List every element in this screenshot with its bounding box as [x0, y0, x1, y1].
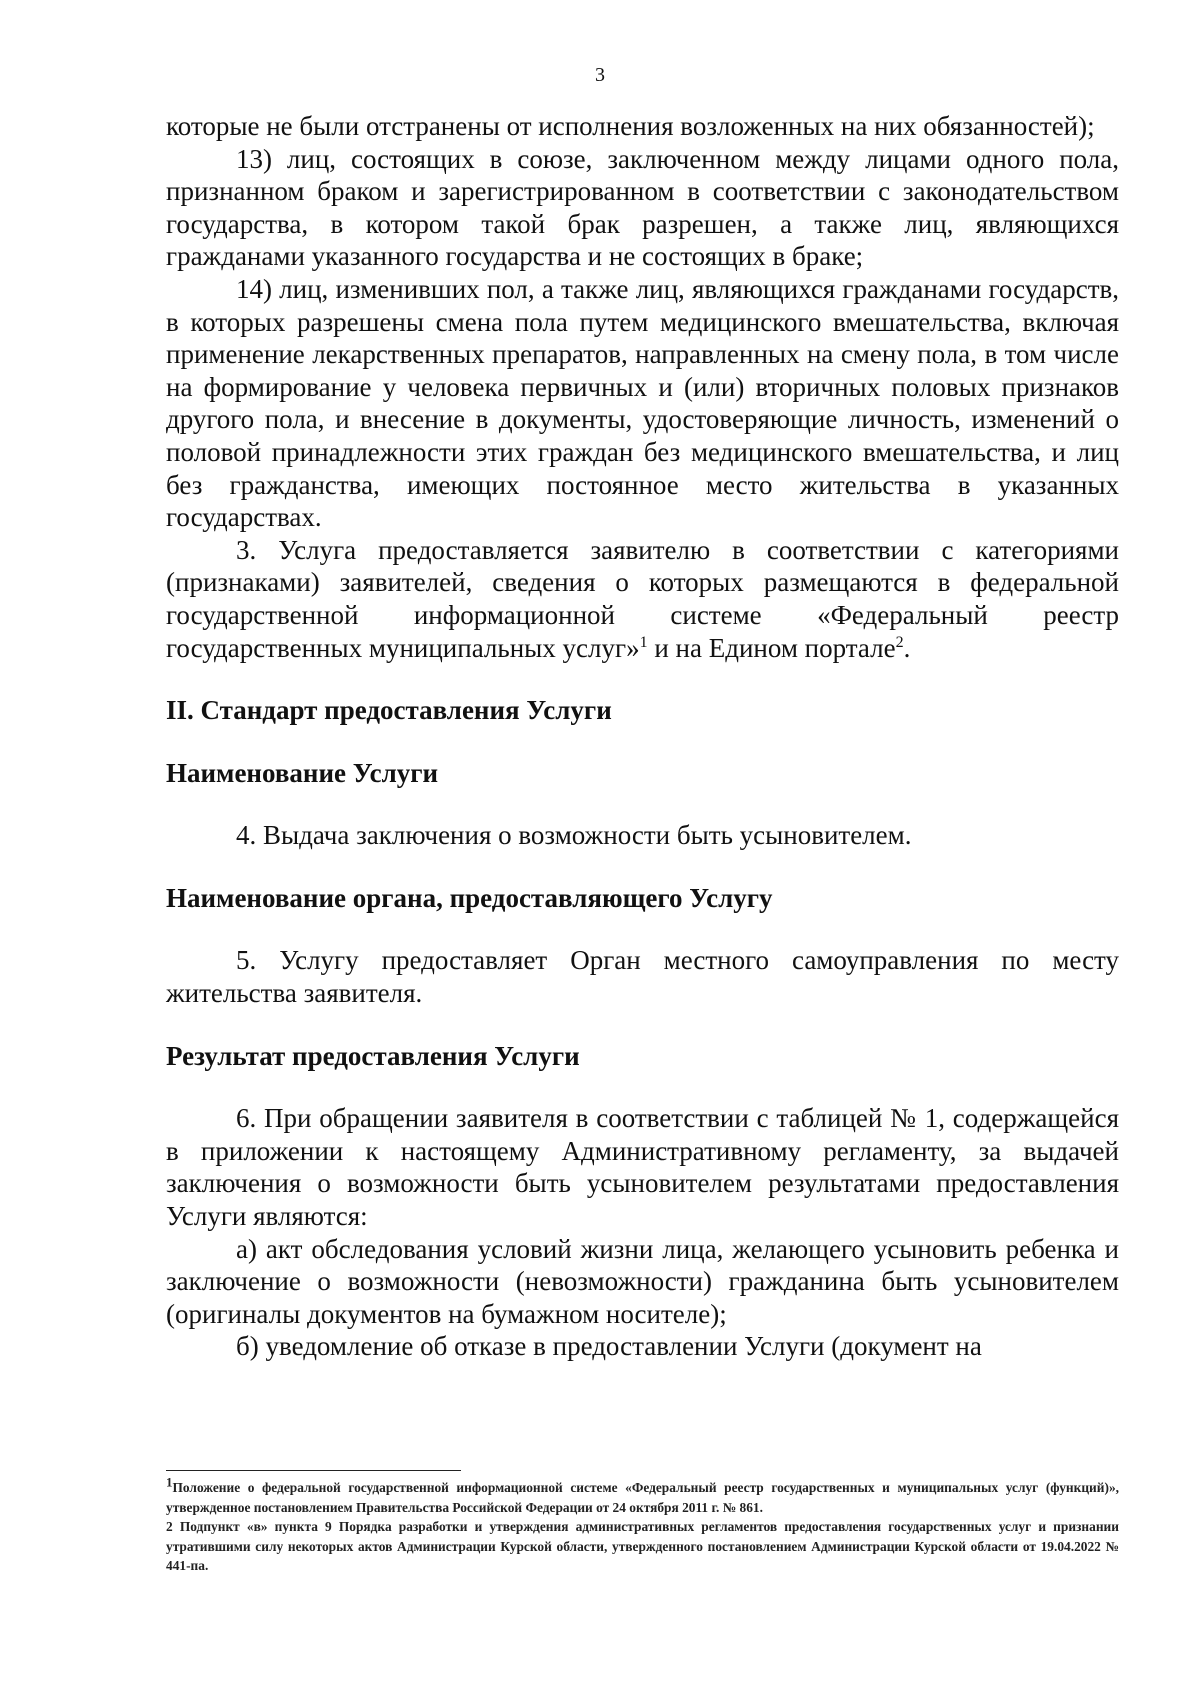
footnote-1-mark: 1 — [166, 1474, 173, 1490]
paragraph-3-text: 3. Услуга предоставляется заявителю в соответствии с категориями (признаками) заявителей, сведения о которых размещаются в федеральной государственной информационной системе «Федеральный реестр государственных муниципальных услуг» — [166, 534, 1119, 663]
subheading-result: Результат предоставления Услуги — [166, 1040, 580, 1071]
body-text — [166, 110, 1119, 1363]
footnote-divider — [166, 1470, 461, 1471]
footnote-1 — [166, 1474, 1119, 1517]
footnotes — [166, 1474, 1119, 1576]
paragraph-continuation: которые не были отстранены от исполнения возложенных на них обязанностей); — [166, 111, 1095, 141]
paragraph-item-14: 14) лиц, изменивших пол, а также лиц, являющихся гражданами государств, в которых разрешены смена пола путем медицинского вмешательства, включая применение лекарственных препаратов, направленных на смену пола, в том числе на формирование у человека первичных и (или) вторичных половых признаков другого пола, и внесение в документы, удостоверяющие личность, изменений о половой принадлежности этих граждан без медицинского вмешательства, и лиц без гражданства, имеющих постоянное место жительства в указанных государствах. — [166, 273, 1119, 533]
paragraph-6b: б) уведомление об отказе в предоставлении Услуги (документ на — [236, 1331, 982, 1362]
paragraph-item-13: 13) лиц, состоящих в союзе, заключенном между лицами одного пола, признанном браком и зарегистрированном в соответствии с законодательством государства, в котором такой брак разрешен, а также лиц, являющихся гражданами указанного государства и не состоящих в браке; — [166, 143, 1119, 272]
footnote-ref-2: 2 — [895, 633, 904, 651]
paragraph-4: 4. Выдача заключения о возможности быть усыновителем. — [236, 820, 912, 851]
paragraph-5: 5. Услугу предоставляет Орган местного самоуправления по месту жительства заявителя. — [166, 945, 1119, 1009]
footnote-2: 2 Подпункт «в» пункта 9 Порядка разработки и утверждения административных регламентов предоставления государственных услуг и признании утратившими силу некоторых актов Администрации Курской области, утвержденного постановлением Администрации Курской области от 19.04.2022 № 441-па. — [166, 1519, 1119, 1573]
page-number: 3 — [595, 64, 605, 86]
section-heading: II. Стандарт предоставления Услуги — [166, 695, 612, 726]
paragraph-3-text-2: и на Едином портале — [647, 632, 896, 663]
subheading-provider: Наименование органа, предоставляющего Услугу — [166, 882, 773, 913]
footnote-ref-1: 1 — [639, 633, 648, 651]
paragraph-3 — [166, 534, 1119, 664]
footnote-1-text: Положение о федеральной государственной информационной системе «Федеральный реестр государственных и муниципальных услуг (функций)», утвержденное постановлением Правительства Российской Федерации от 24 октября 2011 г. № 861. — [166, 1480, 1119, 1515]
subheading-service-name: Наименование Услуги — [166, 757, 439, 788]
paragraph-6: 6. При обращении заявителя в соответствии с таблицей № 1, содержащейся в приложении к настоящему Административному регламенту, за выдачей заключения о возможности быть усыновителем результатами предоставления Услуги являются: — [166, 1103, 1119, 1232]
paragraph-6a: а) акт обследования условий жизни лица, желающего усыновить ребенка и заключение о возможности (невозможности) гражданина быть усыновителем (оригиналы документов на бумажном носителе); — [166, 1233, 1119, 1329]
paragraph-3-end: . — [903, 632, 911, 663]
